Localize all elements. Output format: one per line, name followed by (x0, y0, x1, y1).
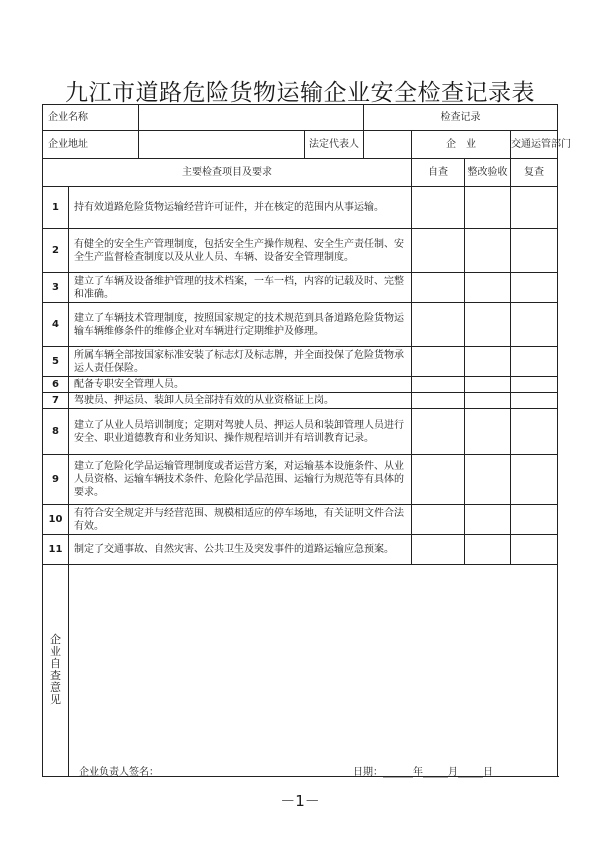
recheck-cell[interactable] (511, 393, 558, 409)
form-title: 九江市道路危险货物运输企业安全检查记录表 (65, 80, 535, 106)
item-text: 建立了车辆及设备维护管理的技术档案，一车一档，内容的记载及时、完整和准确。 (69, 273, 412, 303)
inspection-form-table (42, 104, 572, 778)
self-check-cell[interactable] (412, 505, 465, 535)
company-name-row (43, 105, 558, 131)
legal-rep-field[interactable] (364, 131, 412, 159)
self-opinion-label: 企业自查意见 (50, 633, 61, 706)
recheck-cell[interactable] (511, 187, 558, 229)
signature-label: 企业负责人签名： (79, 767, 159, 778)
item-number: 10 (43, 505, 69, 535)
item-number: 4 (43, 303, 69, 347)
rectify-cell[interactable] (465, 377, 511, 393)
table-row (43, 273, 558, 303)
rectify-cell[interactable] (465, 187, 511, 229)
self-check-cell[interactable] (412, 273, 465, 303)
item-number: 2 (43, 229, 69, 273)
item-number: 6 (43, 377, 69, 393)
item-number: 9 (43, 455, 69, 505)
company-name-label: 企业名称 (43, 105, 139, 131)
item-text: 有符合安全规定并与经营范围、规模相适应的停车场地，有关证明文件合法有效。 (69, 505, 412, 535)
recheck-cell[interactable] (511, 303, 558, 347)
self-opinion-field[interactable] (69, 565, 558, 777)
item-number: 11 (43, 535, 69, 565)
table-row (43, 535, 558, 565)
items-header: 主要检查项目及要求 (43, 159, 412, 187)
recheck-cell[interactable] (511, 505, 558, 535)
page-number: －1－ (280, 792, 320, 810)
self-opinion-label-cell (43, 565, 69, 777)
item-text: 所属车辆全部按国家标准安装了标志灯及标志牌，并全面投保了危险货物承运人责任保险。 (69, 347, 412, 377)
transport-dept-header: 交通运管部门 (511, 131, 558, 159)
self-check-cell[interactable] (412, 347, 465, 377)
table-row (43, 505, 558, 535)
self-check-cell[interactable] (412, 393, 465, 409)
recheck-cell[interactable] (511, 377, 558, 393)
self-check-cell[interactable] (412, 303, 465, 347)
item-number: 8 (43, 409, 69, 455)
company-address-label: 企业地址 (43, 131, 139, 159)
company-address-field[interactable] (139, 131, 305, 159)
item-number: 3 (43, 273, 69, 303)
table-row (43, 187, 558, 229)
item-text: 有健全的安全生产管理制度，包括安全生产操作规程、安全生产责任制、安全生产监督检查制度以及从业人员、车辆、设备安全管理制度。 (69, 229, 412, 273)
self-check-cell[interactable] (412, 535, 465, 565)
table-row (43, 377, 558, 393)
company-address-row (43, 131, 558, 159)
recheck-cell[interactable] (511, 273, 558, 303)
rectify-cell[interactable] (465, 409, 511, 455)
rectify-cell[interactable] (465, 535, 511, 565)
rectify-cell[interactable] (465, 273, 511, 303)
item-text: 建立了车辆技术管理制度，按照国家规定的技术规范到具备道路危险货物运输车辆维修条件的维修企业对车辆进行定期维护及修理。 (69, 303, 412, 347)
recheck-header: 复查 (511, 159, 558, 187)
self-check-cell[interactable] (412, 229, 465, 273)
item-text: 持有效道路危险货物运输经营许可证件，并在核定的范围内从事运输。 (69, 187, 412, 229)
inspection-record-header: 检查记录 (364, 105, 558, 131)
column-header-row (43, 159, 558, 187)
table-row (43, 409, 558, 455)
self-check-cell[interactable] (412, 187, 465, 229)
recheck-cell[interactable] (511, 347, 558, 377)
table-row (43, 393, 558, 409)
self-opinion-row (43, 565, 558, 777)
company-name-field[interactable] (139, 105, 364, 131)
rectify-cell[interactable] (465, 393, 511, 409)
self-check-cell[interactable] (412, 377, 465, 393)
enterprise-rectify-header: 整改验收 (465, 159, 511, 187)
item-text: 制定了交通事故、自然灾害、公共卫生及突发事件的道路运输应急预案。 (69, 535, 412, 565)
item-number: 5 (43, 347, 69, 377)
rectify-cell[interactable] (465, 455, 511, 505)
recheck-cell[interactable] (511, 409, 558, 455)
recheck-cell[interactable] (511, 229, 558, 273)
item-number: 1 (43, 187, 69, 229)
item-number: 7 (43, 393, 69, 409)
recheck-cell[interactable] (511, 455, 558, 505)
item-text: 驾驶员、押运员、装卸人员全部持有效的从业资格证上岗。 (69, 393, 412, 409)
self-check-cell[interactable] (412, 455, 465, 505)
table-row (43, 347, 558, 377)
item-text: 建立了危险化学品运输管理制度或者运营方案，对运输基本设施条件、从业人员资格、运输车辆技术条件、危险化学品范围、运输行为规范等有具体的要求。 (69, 455, 412, 505)
item-text: 配备专职安全管理人员。 (69, 377, 412, 393)
recheck-cell[interactable] (511, 535, 558, 565)
rectify-cell[interactable] (465, 229, 511, 273)
self-check-header: 自查 (412, 159, 465, 187)
enterprise-header: 企 业 (412, 131, 511, 159)
table-row (43, 455, 558, 505)
table-row (43, 229, 558, 273)
item-text: 建立了从业人员培训制度；定期对驾驶人员、押运人员和装卸管理人员进行安全、职业道德教育和业务知识、操作规程培训并有培训教育记录。 (69, 409, 412, 455)
rectify-cell[interactable] (465, 347, 511, 377)
self-check-cell[interactable] (412, 409, 465, 455)
rectify-cell[interactable] (465, 303, 511, 347)
legal-rep-label: 法定代表人 (305, 131, 364, 159)
table-row (43, 303, 558, 347)
date-label: 日期：______年_____月_____日 (353, 767, 493, 778)
rectify-cell[interactable] (465, 505, 511, 535)
